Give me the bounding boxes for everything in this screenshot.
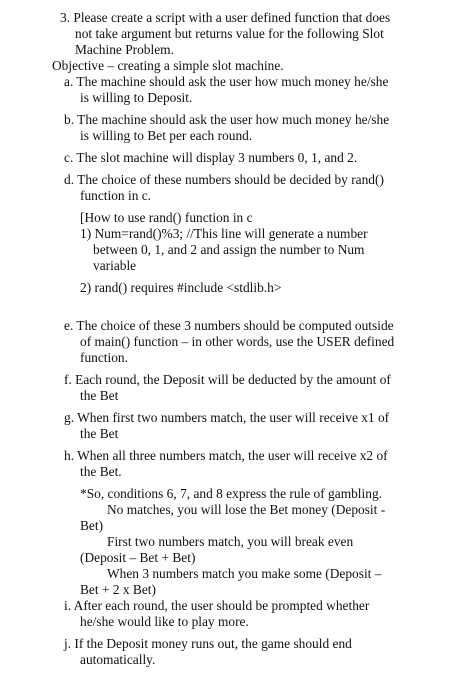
item-e: e. The choice of these 3 numbers should be computed outside — [64, 318, 394, 333]
item-c: c. The slot machine will display 3 numbers 0, 1, and 2. — [64, 150, 358, 165]
item-e: function. — [80, 350, 128, 365]
item-j: automatically. — [80, 652, 156, 667]
item-b: is willing to Bet per each round. — [80, 128, 253, 143]
item-i: i. After each round, the user should be prompted whether — [64, 598, 370, 613]
conditions-note: Bet) — [80, 518, 104, 533]
item-h: h. When all three numbers match, the user will receive x2 of — [64, 448, 388, 463]
rand-note: variable — [93, 258, 137, 273]
rand-note: [How to use rand() function in c — [80, 210, 253, 225]
item-g: the Bet — [80, 426, 119, 441]
item-a: a. The machine should ask the user how much money he/she — [64, 74, 389, 89]
conditions-note: *So, conditions 6, 7, and 8 express the rule of gambling. — [80, 486, 382, 501]
item-a: is willing to Deposit. — [80, 90, 193, 105]
question-title: 3. Please create a script with a user defined function that does — [60, 10, 391, 25]
item-f: f. Each round, the Deposit will be deducted by the amount of — [64, 372, 391, 387]
objective-line: Objective – creating a simple slot machine. — [52, 58, 284, 73]
item-h: the Bet. — [80, 464, 122, 479]
item-d: function in c. — [80, 188, 152, 203]
item-i: he/she would like to play more. — [80, 614, 249, 629]
conditions-note: Bet + 2 x Bet) — [80, 582, 156, 597]
item-b: b. The machine should ask the user how much money he/she — [64, 112, 390, 127]
item-g: g. When first two numbers match, the user will receive x1 of — [64, 410, 390, 425]
conditions-note: No matches, you will lose the Bet money (Deposit - — [107, 502, 386, 517]
question-title: not take argument but returns value for the following Slot — [75, 26, 384, 41]
conditions-note: (Deposit – Bet + Bet) — [80, 550, 196, 565]
item-e: of main() function – in other words, use the USER defined — [80, 334, 395, 349]
question-title: Machine Problem. — [75, 42, 174, 57]
item-f: the Bet — [80, 388, 119, 403]
rand-note: 1) Num=rand()%3; //This line will generate a number — [80, 226, 368, 241]
rand-note: between 0, 1, and 2 and assign the number to Num — [93, 242, 365, 257]
conditions-note: First two numbers match, you will break even — [107, 534, 354, 549]
rand-note: 2) rand() requires #include <stdlib.h> — [80, 280, 282, 295]
item-j: j. If the Deposit money runs out, the game should end — [64, 636, 352, 651]
conditions-note: When 3 numbers match you make some (Deposit – — [107, 566, 382, 581]
item-d: d. The choice of these numbers should be decided by rand() — [64, 172, 384, 187]
